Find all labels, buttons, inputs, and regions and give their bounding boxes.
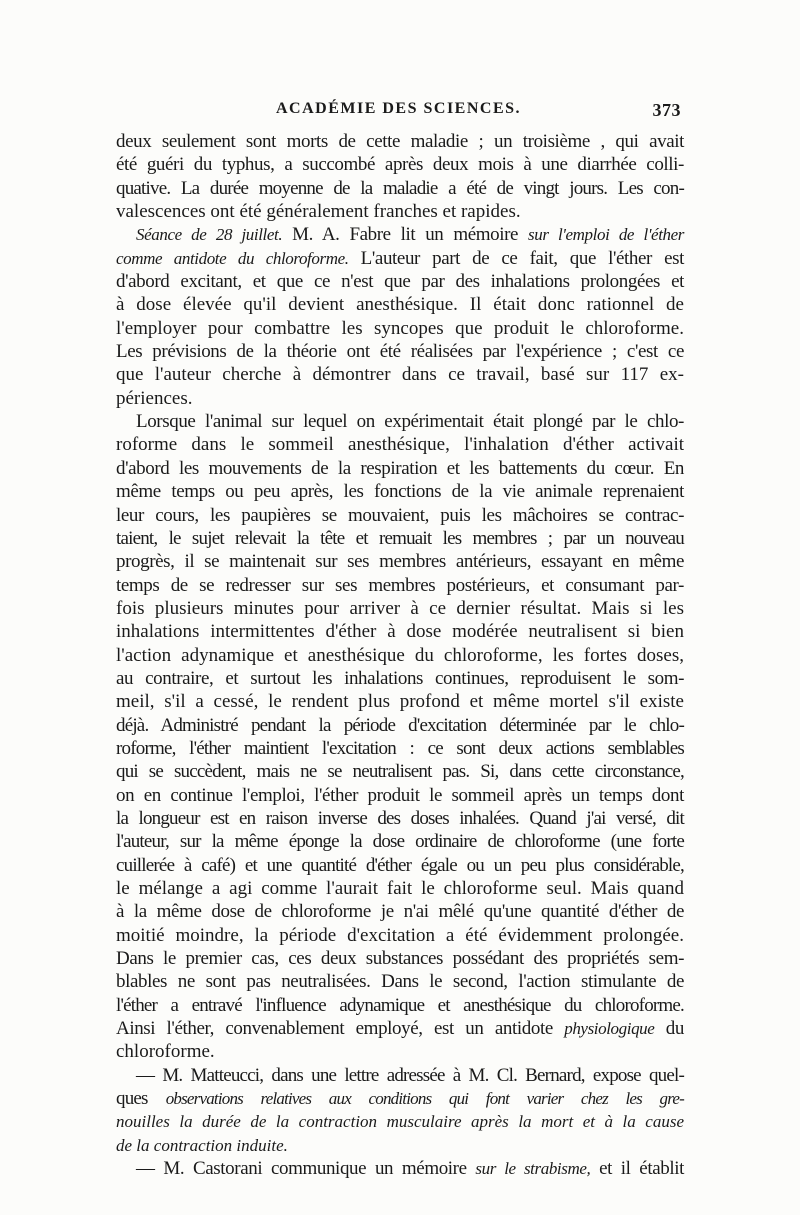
text-line: ques observations relatives aux conditions qui font varier chez les gre- — [116, 1088, 684, 1110]
text-line: blables ne sont pas neutralisées. Dans le second, l'action stimulante de — [116, 971, 684, 993]
paragraph-castorani — [116, 1157, 684, 1180]
text-line: temps de se redresser sur ses membres postérieurs, et consumant par- — [116, 574, 684, 596]
paragraph-typhus — [116, 130, 684, 223]
text-line: Les prévisions de la théorie ont été réalisées par l'expérience ; c'est ce — [116, 341, 684, 363]
text-line: de la contraction induite. — [116, 1135, 288, 1155]
text-line: Ainsi l'éther, convenablement employé, est un antidote physiologique du — [116, 1018, 684, 1040]
text-line: taient, le sujet relevait la tête et remuait les membres ; par un nouveau — [116, 527, 684, 549]
running-title: ACADÉMIE DES SCIENCES. — [275, 100, 522, 117]
text-line: valescences ont été généralement franches et rapides. — [116, 201, 521, 223]
text-line — [116, 223, 684, 246]
text-line: Lorsque l'animal sur lequel on expérimentait était plongé par le chlo- — [136, 411, 684, 433]
text-line: déjà. Administré pendant la période d'excitation déterminée par le chlo- — [116, 714, 684, 736]
text-line: deux seulement sont morts de cette maladie ; un troisième , qui avait — [116, 131, 684, 152]
body-text — [116, 130, 684, 1180]
text-line: qui se succèdent, mais ne se neutralisent pas. Si, dans cette circonstance, — [116, 761, 684, 783]
text-line: roforme, l'éther maintient l'excitation : ce sont deux actions semblables — [116, 737, 684, 759]
session-date: Séance de 28 juillet. — [136, 225, 283, 245]
text-line: été guéri du typhus, a succombé après deux mois à une diarrhée colli- — [116, 154, 684, 176]
text-line: l'auteur, sur la même éponge la dose ordinaire de chloroforme (une forte — [116, 831, 684, 853]
text-line: d'abord les mouvements de la respiration et les battements du cœur. En — [116, 457, 684, 479]
text-line: leur cours, les paupières se mouvaient, puis les mâchoires se contrac- — [116, 504, 684, 526]
memoir-title: comme antidote du chloroforme. — [116, 248, 349, 268]
text-line: nouilles la durée de la contraction musculaire après la mort et à la cause — [116, 1112, 684, 1132]
text-line: à dose élevée qu'il devient anesthésique. Il était donc rationnel de — [116, 294, 684, 316]
text-line: moitié moindre, la période d'excitation a été évidemment prolongée. — [116, 924, 684, 946]
paragraph-experiments — [116, 410, 684, 1064]
author-mention: M. A. Fabre lit un mémoire — [282, 224, 528, 246]
page-number: 373 — [652, 100, 681, 120]
memoir-title: sur le strabisme, — [475, 1159, 591, 1179]
text-line: périences. — [116, 387, 193, 409]
text-line: — M. Matteucci, dans une lettre adressée à M. Cl. Bernard, expose quel- — [136, 1064, 684, 1086]
memoir-title: observations relatives aux conditions qui font varier chez les gre- — [165, 1089, 684, 1109]
text-line: fois plusieurs minutes pour arriver à ce dernier résultat. Mais si les — [116, 597, 684, 619]
text-line: au contraire, et surtout les inhalations continues, reproduisent le som- — [116, 667, 684, 689]
text-line: d'abord excitant, et que ce n'est que par des inhalations prolongées et — [116, 271, 684, 293]
text-line: l'employer pour combattre les syncopes que produit le chloroforme. — [116, 317, 684, 339]
text-line: cuillerée à café) et une quantité d'éther égale ou un peu plus considérable, — [116, 854, 684, 876]
text-line: on en continue l'emploi, l'éther produit le sommeil après un temps dont — [116, 784, 684, 806]
text-line: le mélange a agi comme l'aurait fait le chloroforme seul. Mais quand — [116, 878, 684, 899]
text-line: inhalations intermittentes d'éther à dose modérée neutralisent si bien — [116, 621, 684, 643]
text-line: l'action adynamique et anesthésique du chloroforme, les fortes doses, — [116, 644, 684, 666]
text-line: chloroforme. — [116, 1041, 215, 1063]
text-line: Dans le premier cas, ces deux substances possédant des propriétés sem- — [116, 948, 684, 970]
text-line: à la même dose de chloroforme je n'ai mêlé qu'une quantité d'éther de — [116, 901, 684, 923]
emphasis: physiologique — [564, 1019, 655, 1039]
text-line: meil, s'il a cessé, le rendent plus profond et même mortel s'il existe — [116, 691, 684, 713]
text-line: la longueur est en raison inverse des doses inhalées. Quand j'ai versé, dit — [116, 807, 684, 829]
text-line: que l'auteur cherche à démontrer dans ce travail, basé sur 117 ex- — [116, 364, 684, 386]
text-line: l'éther a entravé l'influence adynamique et anesthésique du chloroforme. — [116, 994, 684, 1016]
memoir-title: sur l'emploi de l'éther — [528, 225, 684, 245]
text-line: — M. Castorani communique un mémoire sur le strabisme, et il établit — [136, 1158, 684, 1180]
text-line: même temps ou peu après, les fonctions de la vie animale reprenaient — [116, 481, 684, 503]
text-line: comme antidote du chloroforme. L'auteur part de ce fait, que l'éther est — [116, 247, 684, 269]
paragraph-fabre — [116, 223, 684, 410]
text-line: progrès, il se maintenait sur ses membres antérieurs, essayant en même — [116, 551, 684, 573]
page-header — [116, 100, 681, 124]
paragraph-matteucci — [116, 1064, 684, 1157]
text-line: quative. La durée moyenne de la maladie a été de vingt jours. Les con- — [116, 177, 684, 199]
text-line: roforme dans le sommeil anesthésique, l'inhalation d'éther activait — [116, 434, 684, 456]
